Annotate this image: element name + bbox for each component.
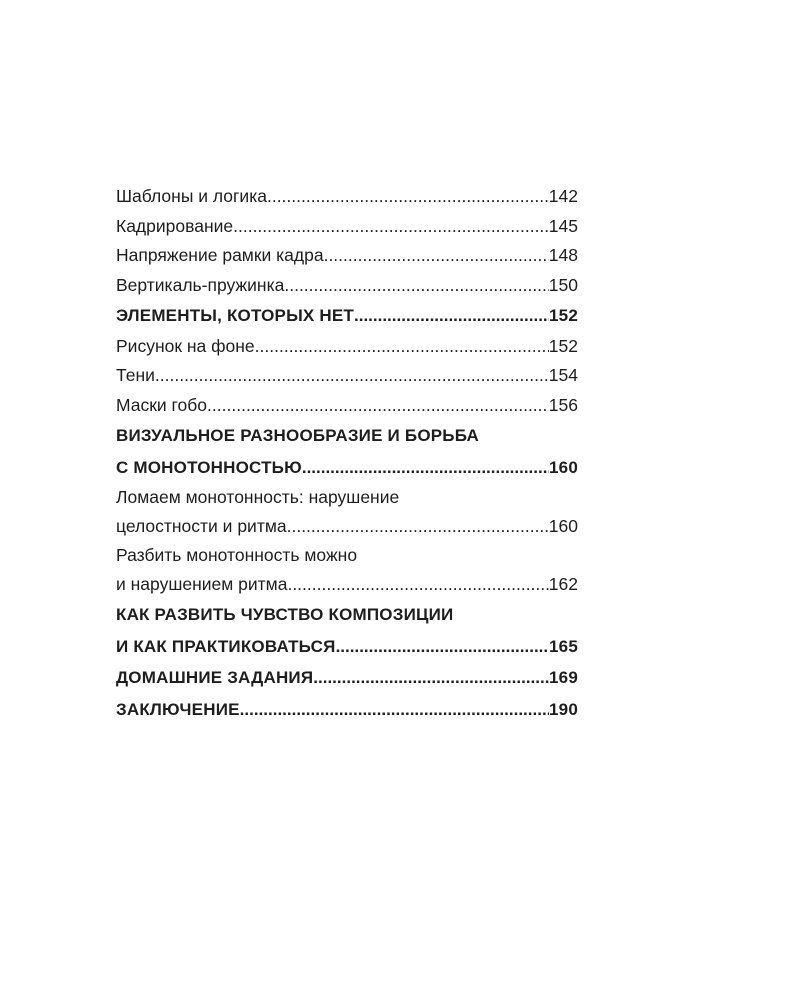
toc-entry-page: 162 (548, 573, 578, 594)
toc-section-title: ЭЛЕМЕНТЫ, КОТОРЫХ НЕТ (116, 306, 354, 325)
toc-section-page: 152 (549, 306, 578, 325)
toc-entry-page: 156 (548, 394, 578, 415)
toc-section-page: 190 (549, 699, 578, 719)
toc-section-page: 160 (549, 457, 578, 477)
toc-section-title-cont: С МОНОТОННОСТЬЮ (116, 457, 302, 477)
toc-entry-title: Кадрирование (116, 215, 234, 236)
toc-entry-line1[interactable] (116, 541, 578, 570)
toc-entry-title: Шаблоны и логика (116, 186, 267, 206)
toc-entry-line2[interactable] (116, 512, 578, 542)
toc-entry[interactable] (116, 182, 578, 212)
toc-entry-title: Ломаем монотонность: нарушение (116, 487, 400, 507)
toc-entry-page: 154 (548, 365, 578, 385)
dot-leader (255, 332, 549, 362)
toc-entry-title: Рисунок на фоне (116, 335, 255, 356)
table-of-contents (116, 182, 578, 725)
toc-section-heading[interactable] (116, 694, 578, 726)
toc-entry-title: Маски гобо (116, 394, 208, 415)
toc-entry-title: Тени (116, 365, 155, 385)
toc-entry-page: 145 (548, 215, 578, 236)
toc-entry[interactable] (116, 361, 578, 391)
toc-entry-line1[interactable] (116, 483, 578, 512)
toc-entry-page: 148 (548, 245, 578, 265)
toc-entry[interactable] (116, 332, 578, 362)
toc-entry-title: Напряжение рамки кадра (116, 245, 324, 265)
toc-section-heading-line1[interactable] (116, 420, 578, 452)
dot-leader (287, 570, 548, 600)
toc-entry[interactable] (116, 241, 578, 271)
dot-leader (155, 361, 549, 391)
toc-entry-page: 152 (548, 335, 578, 356)
dot-leader (267, 182, 549, 212)
toc-entry[interactable] (116, 271, 578, 301)
toc-section-title: КАК РАЗВИТЬ ЧУВСТВО КОМПОЗИЦИИ (116, 605, 454, 624)
dot-leader (324, 241, 549, 271)
toc-section-title: ВИЗУАЛЬНОЕ РАЗНООБРАЗИЕ И БОРЬБА (116, 426, 479, 445)
dot-leader (302, 452, 549, 484)
toc-section-heading-line2[interactable] (116, 452, 578, 484)
toc-entry-page: 150 (548, 274, 578, 295)
dot-leader (233, 212, 549, 242)
toc-section-title-cont: И КАК ПРАКТИКОВАТЬСЯ (116, 636, 336, 656)
toc-section-page: 165 (549, 636, 578, 656)
dot-leader (336, 631, 549, 663)
dot-leader (240, 694, 549, 726)
dot-leader (207, 391, 549, 421)
toc-section-heading-line2[interactable] (116, 631, 578, 663)
toc-entry[interactable] (116, 391, 578, 421)
dot-leader (287, 512, 549, 542)
toc-entry-title-cont: целостности и ритма (116, 515, 287, 536)
toc-entry-line2[interactable] (116, 570, 578, 600)
toc-entry-page: 142 (548, 186, 578, 206)
toc-section-title: ДОМАШНИЕ ЗАДАНИЯ (116, 668, 314, 687)
dot-leader (354, 300, 549, 332)
toc-entry-page: 160 (548, 515, 578, 536)
toc-entry-title: Вертикаль-пружинка (116, 274, 285, 295)
toc-entry-title-cont: и нарушением ритма (116, 573, 288, 594)
toc-section-title: ЗАКЛЮЧЕНИЕ (116, 699, 240, 719)
toc-section-page: 169 (549, 668, 578, 687)
toc-section-heading[interactable] (116, 300, 578, 332)
toc-entry-title: Разбить монотонность можно (116, 545, 358, 565)
toc-entry[interactable] (116, 212, 578, 242)
dot-leader (284, 271, 548, 301)
toc-section-heading[interactable] (116, 662, 578, 694)
toc-section-heading-line1[interactable] (116, 599, 578, 631)
dot-leader (313, 662, 549, 694)
